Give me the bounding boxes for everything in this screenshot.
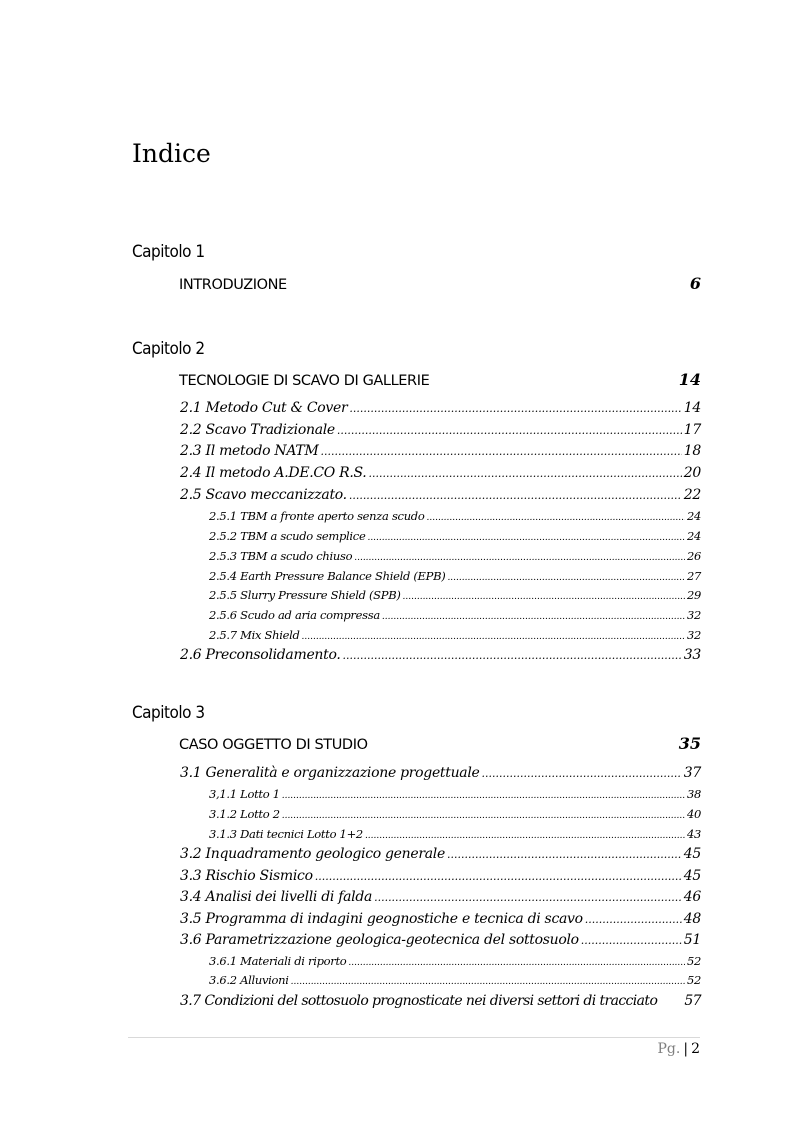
toc-entry-page: 20	[683, 465, 701, 481]
toc-entry-page: 32	[686, 628, 701, 642]
toc-subentry[interactable]	[209, 954, 701, 972]
toc-entry-page: 32	[686, 608, 701, 622]
footer-label: Pg.	[657, 1041, 681, 1057]
toc-entry-title: 2.3 Il metodo NATM	[180, 443, 319, 459]
toc-entry[interactable]	[180, 889, 701, 909]
toc-entry-page: 45	[683, 846, 701, 862]
toc-entry-title: 3.3 Rischio Sismico	[180, 868, 313, 884]
chapter-heading-text: TECNOLOGIE DI SCAVO DI GALLERIE	[179, 373, 430, 389]
toc-entry[interactable]	[180, 846, 701, 866]
chapter-heading[interactable]	[179, 370, 701, 390]
toc-entry-page: 24	[686, 509, 701, 523]
toc-entry-title: 2.2 Scavo Tradizionale	[180, 422, 335, 438]
toc-subentry[interactable]	[209, 608, 701, 626]
chapter-heading-page: 14	[678, 370, 701, 389]
toc-entry[interactable]	[180, 465, 701, 485]
chapter-heading-page: 6	[689, 274, 701, 293]
toc-entry-title: 3.6.1 Materiali di riporto	[209, 954, 347, 968]
toc-entry[interactable]	[180, 911, 701, 931]
toc-entry-page: 22	[683, 487, 701, 503]
toc-subentry[interactable]	[209, 549, 701, 567]
toc-entry-title: 2.5.4 Earth Pressure Balance Shield (EPB)	[209, 569, 446, 583]
toc-entry-page: 14	[683, 400, 701, 416]
toc-entry-title: 3.6 Parametrizzazione geologica-geotecnica del sottosuolo	[180, 932, 579, 948]
page-footer	[658, 1039, 700, 1059]
toc-entry-page: 26	[686, 549, 701, 563]
page-title: Indice	[132, 139, 211, 168]
toc-subentry[interactable]	[209, 529, 701, 547]
footer-divider	[128, 1037, 700, 1038]
toc-entry-page: 51	[683, 932, 701, 948]
toc-subentry[interactable]	[209, 628, 701, 646]
toc-entry-page: 29	[686, 588, 701, 602]
toc-entry-title: 2.1 Metodo Cut & Cover	[180, 400, 348, 416]
footer-separator: |	[683, 1041, 689, 1057]
chapter-heading-page: 35	[678, 734, 701, 753]
toc-entry-page: 52	[686, 954, 701, 968]
toc-entry-title: 3.5 Programma di indagini geognostiche e tecnica di scavo	[180, 911, 583, 927]
toc-entry-page: 27	[686, 569, 701, 583]
toc-entry-page: 43	[686, 827, 701, 841]
toc-entry[interactable]	[180, 765, 701, 785]
toc-entry-page: 37	[683, 765, 701, 781]
toc-subentry[interactable]	[209, 807, 701, 825]
toc-entry-title: 2.5.1 TBM a fronte aperto senza scudo	[209, 509, 425, 523]
toc-entry-page: 17	[683, 422, 701, 438]
toc-entry-page: 46	[683, 889, 701, 905]
toc-entry-title: 3,1.1 Lotto 1	[209, 787, 280, 801]
toc-entry[interactable]	[180, 422, 701, 442]
footer-page-number: 2	[691, 1041, 700, 1057]
toc-subentry[interactable]	[209, 787, 701, 805]
toc-entry[interactable]	[180, 932, 701, 952]
toc-entry-title: 2.5.3 TBM a scudo chiuso	[209, 549, 353, 563]
chapter-heading-text: INTRODUZIONE	[179, 277, 287, 293]
chapter-label: Capitolo 2	[132, 339, 205, 359]
toc-subentry[interactable]	[209, 509, 701, 527]
chapter-label: Capitolo 3	[132, 703, 205, 723]
toc-entry-title: 2.4 Il metodo A.DE.CO R.S.	[180, 465, 367, 481]
toc-entry-page: 45	[683, 868, 701, 884]
toc-entry-title: 3.4 Analisi dei livelli di falda	[180, 889, 373, 905]
toc-entry-title: 3.1.3 Dati tecnici Lotto 1+2	[209, 827, 363, 841]
toc-subentry[interactable]	[209, 827, 701, 845]
toc-entry[interactable]	[180, 647, 701, 667]
toc-entry-page: 40	[686, 807, 701, 821]
toc-entry-title: 2.5.6 Scudo ad aria compressa	[209, 608, 380, 622]
toc-entry-title: 3.1 Generalità e organizzazione progettuale	[180, 765, 480, 781]
toc-subentry[interactable]	[209, 569, 701, 587]
toc-subentry[interactable]	[209, 588, 701, 606]
chapter-heading[interactable]	[179, 274, 701, 294]
toc-entry-page: 24	[686, 529, 701, 543]
chapter-label: Capitolo 1	[132, 242, 205, 262]
toc-entry-title: 2.6 Preconsolidamento.	[180, 647, 341, 663]
toc-entry-title: 2.5.5 Slurry Pressure Shield (SPB)	[209, 588, 401, 602]
toc-entry-page: 52	[686, 973, 701, 987]
toc-entry-title: 2.5.7 Mix Shield	[209, 628, 300, 642]
toc-entry-title: 3.6.2 Alluvioni	[209, 973, 289, 987]
toc-entry-title: 2.5 Scavo meccanizzato.	[180, 487, 347, 503]
chapter-heading-text: CASO OGGETTO DI STUDIO	[179, 737, 368, 753]
toc-entry-page: 38	[686, 787, 701, 801]
toc-entry-title: 2.5.2 TBM a scudo semplice	[209, 529, 366, 543]
toc-entry[interactable]	[180, 868, 701, 888]
toc-entry[interactable]	[180, 443, 701, 463]
toc-subentry[interactable]	[209, 973, 701, 991]
toc-entry-page: 57	[684, 993, 701, 1009]
toc-entry-page: 33	[683, 647, 701, 663]
toc-entry-page: 48	[683, 911, 701, 927]
chapter-heading[interactable]	[179, 734, 701, 754]
toc-entry[interactable]	[180, 400, 701, 420]
toc-entry[interactable]	[180, 993, 701, 1013]
toc-entry-title: 3.2 Inquadramento geologico generale	[180, 846, 445, 862]
toc-entry-title: 3.7 Condizioni del sottosuolo prognosticate nei diversi settori di tracciato	[180, 993, 658, 1009]
toc-entry[interactable]	[180, 487, 701, 507]
toc-entry-page: 18	[683, 443, 701, 459]
toc-entry-title: 3.1.2 Lotto 2	[209, 807, 280, 821]
